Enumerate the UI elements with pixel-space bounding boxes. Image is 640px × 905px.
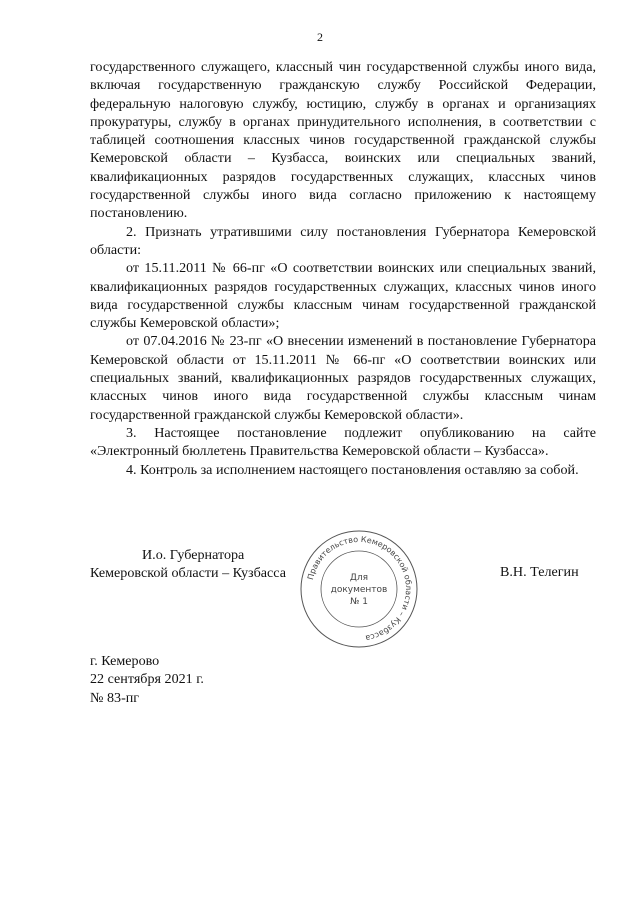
paragraph-repealed-act-1: от 15.11.2011 № 66-пг «О соответствии воинских или специальных званий, квалификационных разрядов государственных служащих, классных чинов иного вида государственной службы классным чинам государственной гражданской службы Кемеровской области»;: [90, 260, 596, 332]
document-footer: [90, 652, 204, 707]
footer-date: 22 сентября 2021 г.: [90, 671, 204, 688]
document-body: [90, 58, 596, 479]
stamp-center-line3: № 1: [350, 597, 368, 607]
signatory-title-line1: И.о. Губернатора: [142, 547, 245, 563]
footer-number: № 83-пг: [90, 689, 140, 706]
official-stamp: [298, 528, 420, 650]
signatory-title: [90, 546, 286, 583]
stamp-ring-text: Правительство Кемеровской области – Кузбасса: [305, 534, 414, 643]
page-number: 2: [317, 30, 323, 44]
paragraph-item-4: 4. Контроль за исполнением настоящего постановления оставляю за собой.: [126, 461, 579, 478]
paragraph-item-3: 3. Настоящее постановление подлежит опубликованию на сайте «Электронный бюллетень Правительства Кемеровской области – Кузбасса».: [90, 424, 596, 460]
stamp-center-line2: документов: [330, 585, 388, 595]
signatory-title-line2: Кемеровской области – Кузбасса: [90, 565, 286, 582]
stamp-center-line1: Для: [349, 573, 369, 583]
signatory-name: В.Н. Телегин: [500, 564, 579, 580]
paragraph-item-2: 2. Признать утратившими силу постановления Губернатора Кемеровской области:: [90, 223, 596, 258]
paragraph-repealed-act-2: от 07.04.2016 № 23-пг «О внесении изменений в постановление Губернатора Кемеровской области от 15.11.2011 № 66-пг «О соответствии воинских или специальных званий, квалификационных разрядов государственных служащих, классных чинов иного вида государственной службы классным чинам государственной гражданской службы Кемеровской области».: [90, 333, 596, 423]
paragraph-continuation: государственного служащего, классный чин государственной службы иного вида, включая государственную гражданскую службу Российской Федерации, федеральную налоговую службу, юстицию, службу в органах и организациях прокуратуры, службу в органах принудительного исполнения, в соответствии с таблицей соотношения классных чинов государственной гражданской службы Кемеровской области – Кузбасса, воинских или специальных званий, квалификационных разрядов государственных служащих, классных чинов государственной службы иного вида согласно приложению к настоящему постановлению.: [90, 59, 596, 222]
footer-city: г. Кемерово: [90, 653, 160, 669]
